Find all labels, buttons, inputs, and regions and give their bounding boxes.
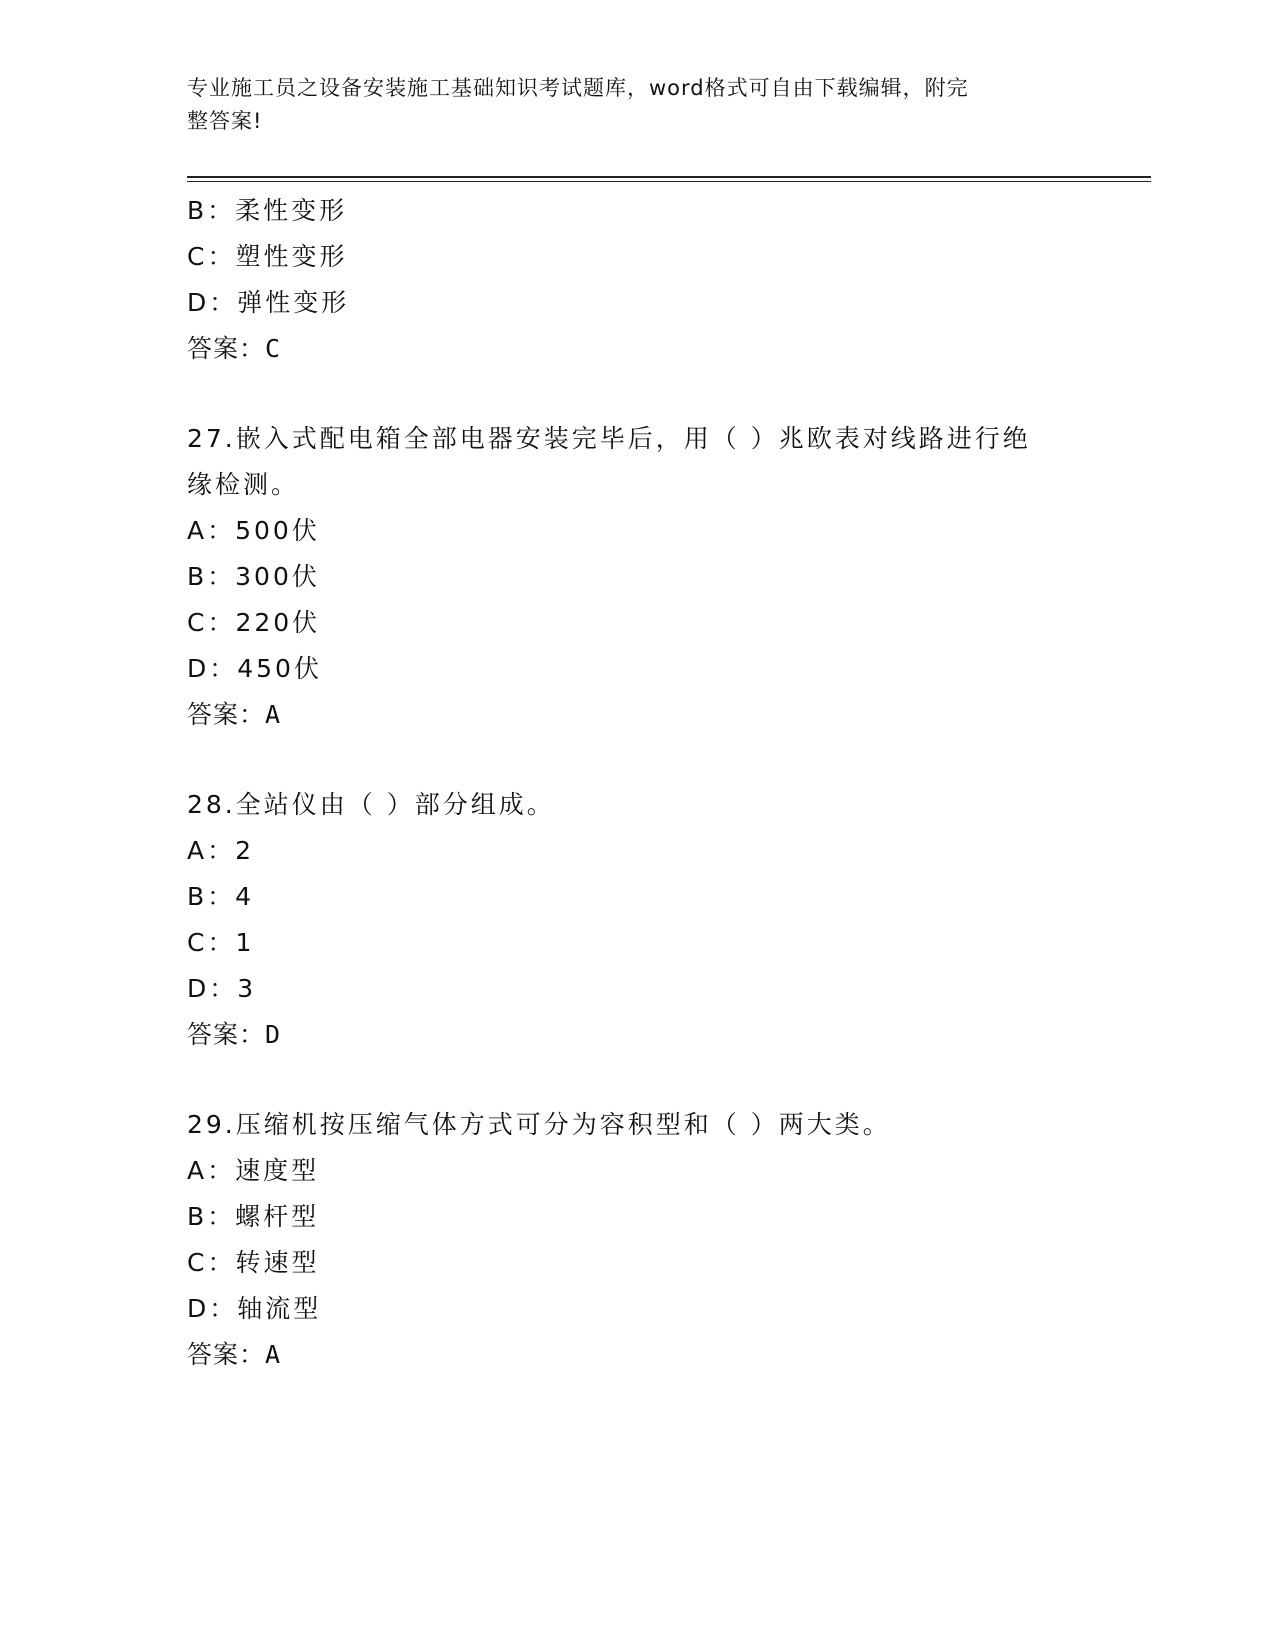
answer-value: D [265, 1020, 282, 1049]
spacer [187, 372, 1067, 416]
spacer [187, 1058, 1067, 1102]
header-line-1: 专业施工员之设备安装施工基础知识考试题库，word格式可自由下载编辑，附完 [187, 76, 969, 100]
option-b: B：螺杆型 [187, 1202, 320, 1231]
question-28 [187, 782, 1067, 1058]
question-stem-line-1: 29.压缩机按压缩气体方式可分为容积型和（ ）两大类。 [187, 1110, 891, 1139]
answer-value: A [265, 1340, 282, 1369]
option-b: B：4 [187, 882, 255, 911]
option-d: D：450伏 [187, 654, 322, 683]
option-d: D：3 [187, 974, 257, 1003]
question-stem-line-1: 28.全站仪由（ ）部分组成。 [187, 790, 555, 819]
option-c: C：1 [187, 928, 255, 957]
answer-label: 答案： [187, 1020, 266, 1049]
header-line-2: 整答案! [187, 109, 263, 133]
option-a: A：2 [187, 836, 255, 865]
answer-value: C [265, 334, 282, 363]
answer-line [187, 326, 1067, 372]
answer-line [187, 692, 1067, 738]
option-c: C：塑性变形 [187, 242, 348, 271]
question-26-partial [187, 188, 1067, 372]
question-stem-line-1: 27.嵌入式配电箱全部电器安装完毕后，用（ ）兆欧表对线路进行绝 [187, 424, 1031, 453]
option-d: D：轴流型 [187, 1294, 322, 1323]
option-c: C：220伏 [187, 608, 321, 637]
question-29 [187, 1102, 1067, 1378]
answer-value: A [265, 700, 282, 729]
document-header [187, 72, 1067, 138]
question-27 [187, 416, 1067, 738]
question-list [187, 188, 1067, 1378]
answer-line [187, 1012, 1067, 1058]
option-a: A：速度型 [187, 1156, 320, 1185]
spacer [187, 738, 1067, 782]
answer-label: 答案： [187, 700, 266, 729]
header-divider-thick [187, 176, 1151, 178]
answer-label: 答案： [187, 334, 266, 363]
answer-label: 答案： [187, 1340, 266, 1369]
option-d: D：弹性变形 [187, 288, 350, 317]
answer-line [187, 1332, 1067, 1378]
header-divider-thin [187, 181, 1151, 182]
option-a: A：500伏 [187, 516, 320, 545]
option-b: B：300伏 [187, 562, 320, 591]
option-c: C：转速型 [187, 1248, 320, 1277]
option-b: B：柔性变形 [187, 196, 348, 225]
question-stem-line-2: 缘检测。 [187, 470, 300, 499]
